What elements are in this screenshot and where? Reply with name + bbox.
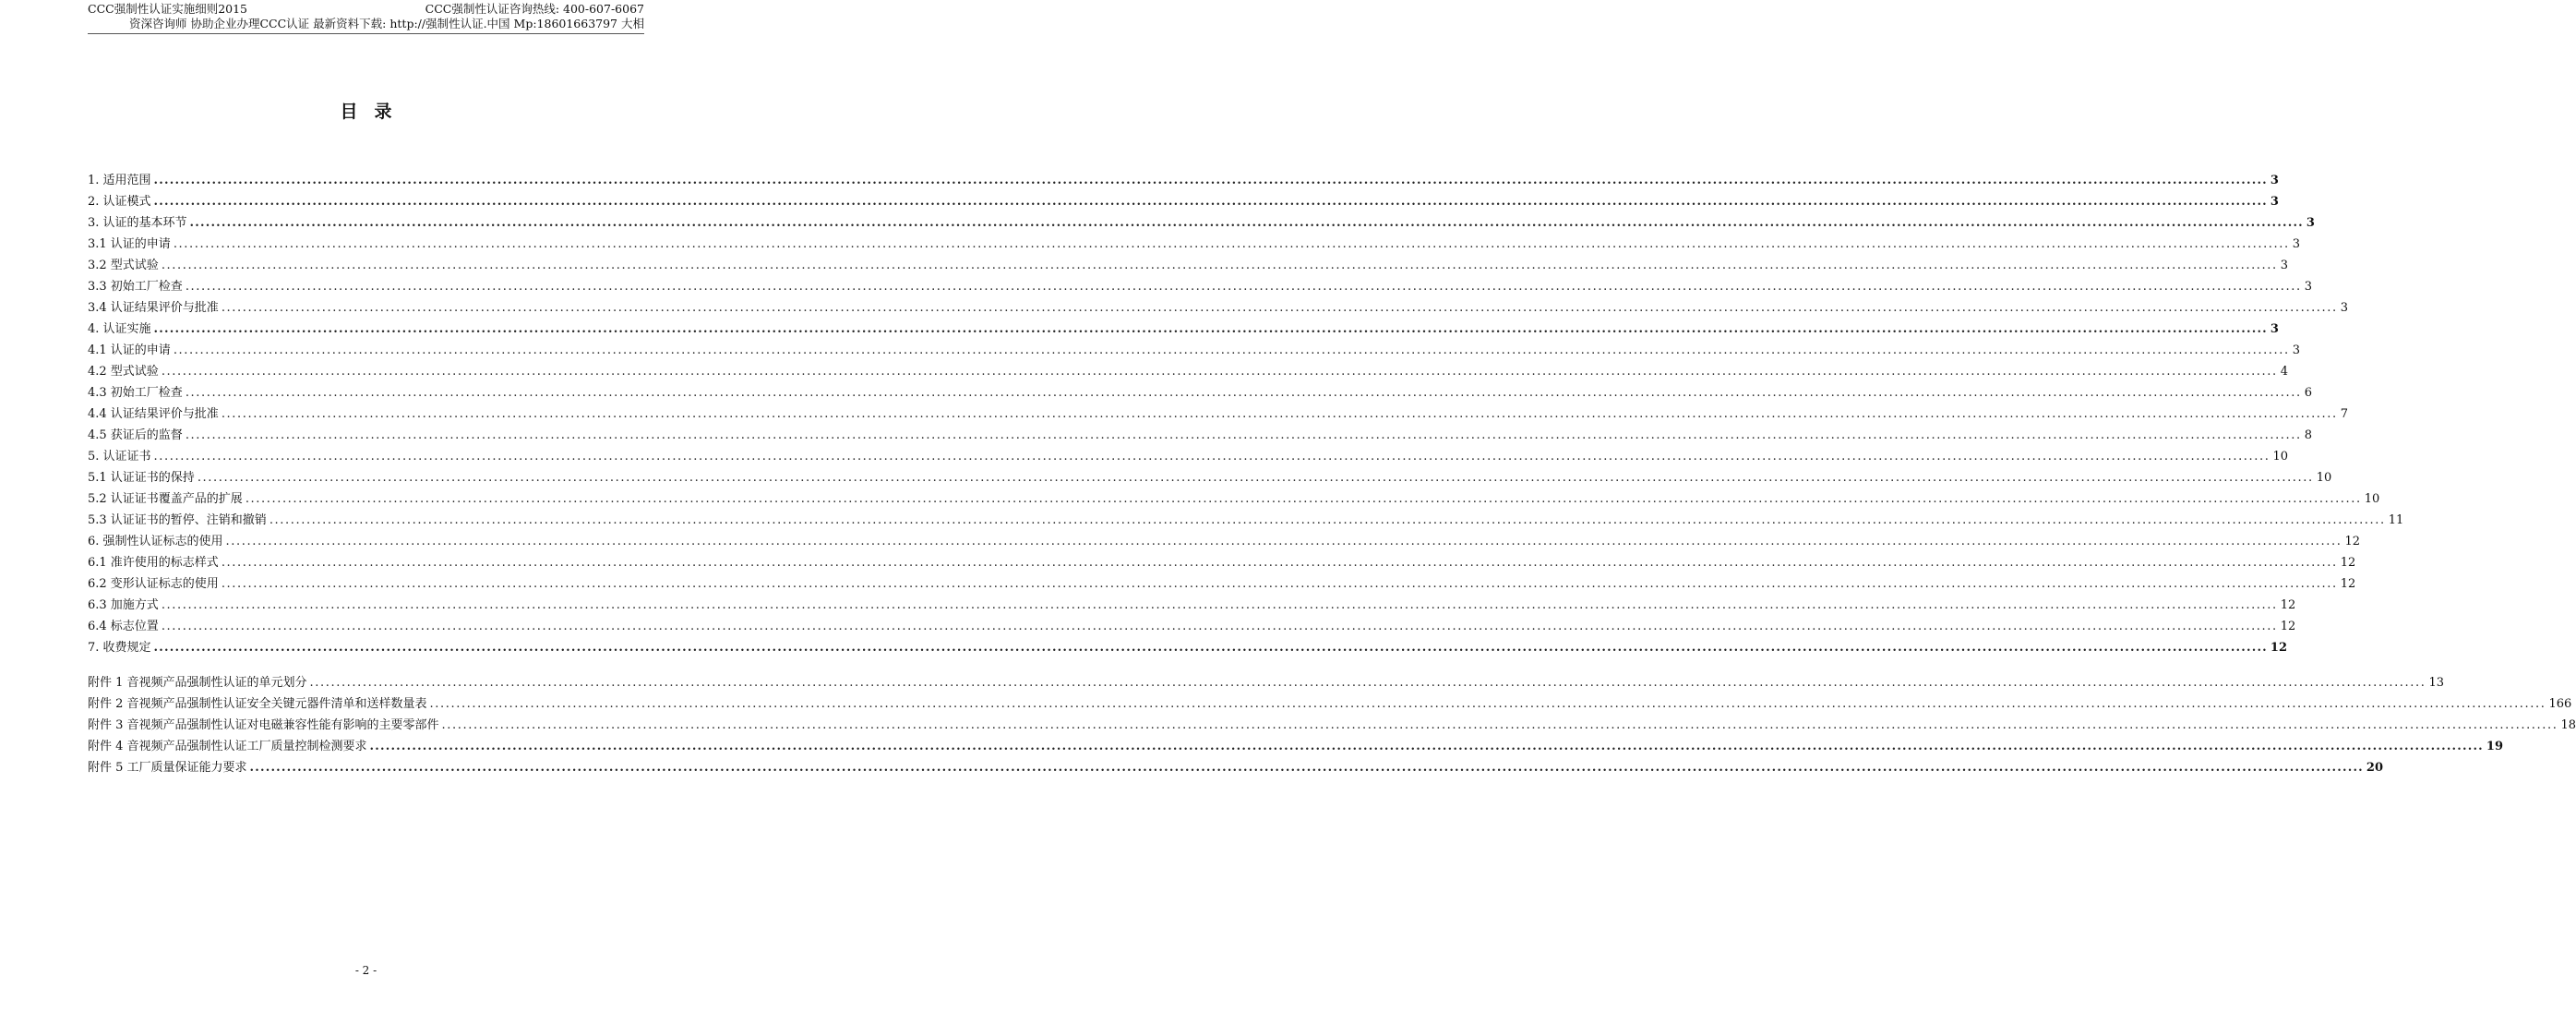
toc-entry[interactable] bbox=[88, 423, 2313, 444]
toc-entry[interactable] bbox=[88, 572, 2356, 593]
toc-entry-label: 4.4 认证结果评价与批准 bbox=[88, 407, 219, 421]
toc-entry[interactable] bbox=[88, 550, 2356, 572]
toc-entry[interactable] bbox=[88, 189, 2279, 211]
toc-entry[interactable] bbox=[88, 529, 2361, 550]
toc-entry-page: 8 bbox=[2304, 428, 2313, 442]
toc-entry-page: 13 bbox=[2428, 676, 2445, 690]
toc-entry-label: 5.2 认证证书覆盖产品的扩展 bbox=[88, 492, 243, 506]
toc-entry-page: 3 bbox=[2340, 301, 2349, 315]
toc-entry[interactable] bbox=[88, 692, 2572, 713]
toc-entry-page: 3 bbox=[2270, 322, 2279, 336]
toc-entry[interactable] bbox=[88, 211, 2315, 232]
toc-leader-dots: ................................................................................................................................................................................................................................................................................................................................................................................................................ bbox=[161, 620, 2278, 633]
toc-entry-page: 12 bbox=[2280, 620, 2296, 633]
toc-entry[interactable] bbox=[88, 670, 2445, 692]
toc-entry-page: 10 bbox=[2316, 471, 2332, 485]
toc-leader-dots: ................................................................................................................................................................................................................................................................................................................................................................................................................ bbox=[221, 301, 2338, 315]
toc-entry-label: 6. 强制性认证标志的使用 bbox=[88, 535, 223, 548]
toc-entry-page: 12 bbox=[2280, 598, 2296, 612]
toc-entry[interactable] bbox=[88, 444, 2289, 465]
header-consultant-info: 资深咨询师 协助企业办理CCC认证 最新资料下载: http://强制性认证.中国 Mp:18601663797 大相 bbox=[129, 17, 644, 30]
toc-leader-dots: ................................................................................................................................................................................................................................................................................................................................................................................................................ bbox=[309, 676, 2426, 690]
toc-entry-label: 4.3 初始工厂检查 bbox=[88, 386, 183, 400]
toc-entry-page: 10 bbox=[2272, 450, 2289, 464]
toc-entry-page: 4 bbox=[2280, 365, 2289, 379]
toc-entry-page: 12 bbox=[2270, 641, 2287, 655]
toc-entry-label: 附件 1 音视频产品强制性认证的单元划分 bbox=[88, 676, 307, 690]
toc-entry-label: 6.4 标志位置 bbox=[88, 620, 159, 633]
toc-entry-label: 4.1 认证的申请 bbox=[88, 343, 171, 357]
toc-entry-page: 3 bbox=[2306, 216, 2315, 230]
toc-entry[interactable] bbox=[88, 274, 2313, 295]
toc-entry-label: 附件 2 音视频产品强制性认证安全关键元器件清单和送样数量表 bbox=[88, 697, 427, 711]
toc-entry-label: 3.1 认证的申请 bbox=[88, 237, 171, 251]
toc-entry-page: 3 bbox=[2304, 280, 2313, 294]
toc-leader-dots: ................................................................................................................................................................................................................................................................................................................................................................................................................ bbox=[153, 641, 2268, 655]
toc-leader-dots: ................................................................................................................................................................................................................................................................................................................................................................................................................ bbox=[173, 343, 2290, 357]
toc-entry[interactable] bbox=[88, 614, 2296, 635]
toc-entry-label: 6.3 加施方式 bbox=[88, 598, 159, 612]
toc-entry-page: 3 bbox=[2292, 237, 2301, 251]
toc-entry-label: 5.3 认证证书的暂停、注销和撤销 bbox=[88, 513, 267, 527]
toc-entry[interactable] bbox=[88, 232, 2301, 253]
toc-entry[interactable] bbox=[88, 734, 2503, 755]
toc-leader-dots: ................................................................................................................................................................................................................................................................................................................................................................................................................ bbox=[153, 174, 2268, 187]
toc-entry[interactable] bbox=[88, 338, 2301, 359]
toc-entry-page: 20 bbox=[2366, 761, 2383, 775]
toc-entry[interactable] bbox=[88, 465, 2332, 487]
toc-leader-dots: ................................................................................................................................................................................................................................................................................................................................................................................................................ bbox=[153, 450, 2270, 464]
toc-leader-dots: ................................................................................................................................................................................................................................................................................................................................................................................................................ bbox=[221, 577, 2338, 591]
toc-entry[interactable] bbox=[88, 317, 2279, 338]
toc-leader-dots: ................................................................................................................................................................................................................................................................................................................................................................................................................ bbox=[173, 237, 2290, 251]
toc-entry-page: 11 bbox=[2388, 513, 2404, 527]
toc-entry-page: 3 bbox=[2270, 174, 2279, 187]
toc-entry-label: 附件 3 音视频产品强制性认证对电磁兼容性能有影响的主要零部件 bbox=[88, 718, 439, 732]
toc-leader-dots: ................................................................................................................................................................................................................................................................................................................................................................................................................ bbox=[185, 280, 2302, 294]
header-divider bbox=[88, 33, 644, 34]
toc-leader-dots: ................................................................................................................................................................................................................................................................................................................................................................................................................ bbox=[221, 556, 2338, 570]
toc-entry-page: 3 bbox=[2292, 343, 2301, 357]
toc-leader-dots: ................................................................................................................................................................................................................................................................................................................................................................................................................ bbox=[369, 740, 2484, 753]
toc-leader-dots: ................................................................................................................................................................................................................................................................................................................................................................................................................ bbox=[225, 535, 2342, 548]
toc-leader-dots: ................................................................................................................................................................................................................................................................................................................................................................................................................ bbox=[189, 216, 2304, 230]
toc-leader-dots: ................................................................................................................................................................................................................................................................................................................................................................................................................ bbox=[441, 718, 2558, 732]
toc-entry-label: 6.1 准许使用的标志样式 bbox=[88, 556, 219, 570]
toc-entry-page: 18 bbox=[2560, 718, 2576, 732]
toc-leader-dots: ................................................................................................................................................................................................................................................................................................................................................................................................................ bbox=[153, 322, 2268, 336]
toc-entry-page: 12 bbox=[2340, 577, 2356, 591]
toc-leader-dots: ................................................................................................................................................................................................................................................................................................................................................................................................................ bbox=[249, 761, 2364, 775]
toc-entry-page: 7 bbox=[2340, 407, 2349, 421]
toc-entry-label: 4. 认证实施 bbox=[88, 322, 151, 336]
toc-entry[interactable] bbox=[88, 755, 2383, 777]
toc-leader-dots: ................................................................................................................................................................................................................................................................................................................................................................................................................ bbox=[161, 365, 2278, 379]
toc-leader-dots: ................................................................................................................................................................................................................................................................................................................................................................................................................ bbox=[197, 471, 2314, 485]
toc-entry[interactable] bbox=[88, 402, 2349, 423]
toc-entry-page: 10 bbox=[2364, 492, 2380, 506]
toc-entry-page: 166 bbox=[2548, 697, 2572, 711]
toc-entry-label: 3.4 认证结果评价与批准 bbox=[88, 301, 219, 315]
page-title: 目录 bbox=[340, 102, 409, 122]
toc-entry[interactable] bbox=[88, 508, 2404, 529]
toc-entry-label: 1. 适用范围 bbox=[88, 174, 151, 187]
toc-leader-dots: ................................................................................................................................................................................................................................................................................................................................................................................................................ bbox=[269, 513, 2386, 527]
toc-entry-label: 附件 5 工厂质量保证能力要求 bbox=[88, 761, 247, 775]
toc-entry-page: 6 bbox=[2304, 386, 2313, 400]
header-doc-title: CCC强制性认证实施细则2015 bbox=[88, 2, 248, 16]
toc-entry-page: 19 bbox=[2486, 740, 2503, 753]
header-hotline: CCC强制性认证咨询热线: 400-607-6067 bbox=[425, 2, 644, 16]
toc-entry-page: 12 bbox=[2344, 535, 2361, 548]
toc-entry-label: 4.5 获证后的监督 bbox=[88, 428, 183, 442]
toc-entry-page: 3 bbox=[2280, 259, 2289, 272]
toc-entry-label: 5. 认证证书 bbox=[88, 450, 151, 464]
toc-entry-label: 5.1 认证证书的保持 bbox=[88, 471, 195, 485]
toc-entry-page: 12 bbox=[2340, 556, 2356, 570]
toc-leader-dots: ................................................................................................................................................................................................................................................................................................................................................................................................................ bbox=[429, 697, 2546, 711]
toc-entry[interactable] bbox=[88, 253, 2289, 274]
toc-entry-label: 6.2 变形认证标志的使用 bbox=[88, 577, 219, 591]
toc-entry-page: 3 bbox=[2270, 195, 2279, 209]
toc-leader-dots: ................................................................................................................................................................................................................................................................................................................................................................................................................ bbox=[185, 428, 2302, 442]
toc-leader-dots: ................................................................................................................................................................................................................................................................................................................................................................................................................ bbox=[221, 407, 2338, 421]
toc-leader-dots: ................................................................................................................................................................................................................................................................................................................................................................................................................ bbox=[161, 259, 2278, 272]
toc-leader-dots: ................................................................................................................................................................................................................................................................................................................................................................................................................ bbox=[185, 386, 2302, 400]
toc-entry[interactable] bbox=[88, 635, 2287, 657]
toc-entry[interactable] bbox=[88, 359, 2289, 380]
toc-entry-label: 3. 认证的基本环节 bbox=[88, 216, 187, 230]
toc-entry-label: 3.3 初始工厂检查 bbox=[88, 280, 183, 294]
toc-entry[interactable] bbox=[88, 713, 2576, 734]
toc-entry[interactable] bbox=[88, 593, 2296, 614]
toc-entry-label: 附件 4 音视频产品强制性认证工厂质量控制检测要求 bbox=[88, 740, 367, 753]
toc-entry-label: 4.2 型式试验 bbox=[88, 365, 159, 379]
toc-entry[interactable] bbox=[88, 487, 2380, 508]
toc-leader-dots: ................................................................................................................................................................................................................................................................................................................................................................................................................ bbox=[153, 195, 2268, 209]
toc-entry-label: 3.2 型式试验 bbox=[88, 259, 159, 272]
page-number: - 2 - bbox=[354, 964, 377, 977]
toc-leader-dots: ................................................................................................................................................................................................................................................................................................................................................................................................................ bbox=[245, 492, 2362, 506]
toc-leader-dots: ................................................................................................................................................................................................................................................................................................................................................................................................................ bbox=[161, 598, 2278, 612]
toc-entry[interactable] bbox=[88, 295, 2349, 317]
toc-entry[interactable] bbox=[88, 168, 2279, 189]
toc-entry-label: 2. 认证模式 bbox=[88, 195, 151, 209]
toc-entry[interactable] bbox=[88, 380, 2313, 402]
toc-entry-label: 7. 收费规定 bbox=[88, 641, 151, 655]
